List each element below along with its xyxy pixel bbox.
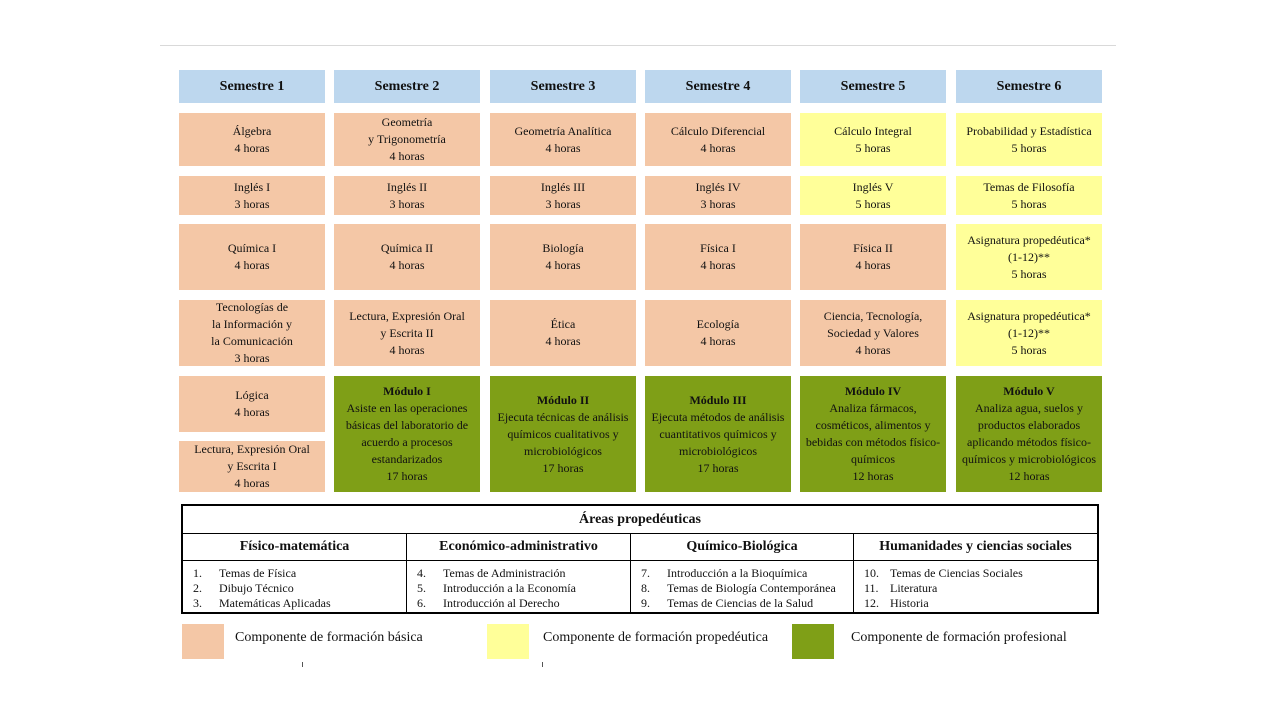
list-item: 10. Temas de Ciencias Sociales bbox=[864, 566, 1023, 580]
module-hours: 12 horas bbox=[852, 469, 894, 483]
area-heading: Humanidades y ciencias sociales bbox=[854, 534, 1097, 561]
list-item: 2. Dibujo Técnico bbox=[193, 581, 294, 595]
area-column bbox=[406, 534, 630, 612]
subject-title: Ciencia, Tecnología, Sociedad y Valores bbox=[823, 308, 923, 340]
module-cell bbox=[800, 376, 946, 492]
module-hours: 17 horas bbox=[542, 460, 584, 475]
areas-title: Áreas propedéuticas bbox=[183, 506, 1097, 534]
subject-cell bbox=[334, 113, 480, 166]
legend-label-profesional: Componente de formación profesional bbox=[851, 630, 1067, 645]
module-description: Analiza fármacos, cosméticos, alimentos y bebidas con métodos físico- químicos bbox=[805, 401, 941, 466]
subject-hours: 3 horas bbox=[389, 196, 425, 211]
list-item: 11. Literatura bbox=[864, 581, 938, 595]
subject-cell bbox=[956, 113, 1102, 166]
subject-title: Biología bbox=[542, 241, 584, 255]
subject-title: Inglés II bbox=[386, 179, 428, 194]
subject-cell bbox=[800, 176, 946, 215]
module-cell bbox=[645, 376, 791, 492]
module-cell bbox=[334, 376, 480, 492]
subject-hours: 4 horas bbox=[234, 140, 270, 155]
subject-cell bbox=[800, 224, 946, 290]
subject-title: Inglés V bbox=[852, 179, 894, 194]
subject-hours: 4 horas bbox=[700, 334, 736, 348]
subject-hours: 4 horas bbox=[234, 258, 270, 272]
subject-title: Inglés I bbox=[233, 179, 271, 194]
subject-title: Inglés IV bbox=[695, 179, 741, 194]
subject-cell bbox=[645, 176, 791, 215]
subject-cell bbox=[800, 300, 946, 366]
subject-hours: 5 horas bbox=[855, 196, 891, 211]
subject-hours: 4 horas bbox=[855, 342, 891, 357]
subject-cell bbox=[645, 224, 791, 290]
semester-5-header: Semestre 5 bbox=[800, 70, 946, 103]
subject-cell bbox=[956, 176, 1102, 215]
top-divider bbox=[160, 45, 1116, 46]
module-title: Módulo III bbox=[689, 392, 747, 407]
subject-hours: 4 horas bbox=[700, 258, 736, 272]
module-title: Módulo V bbox=[1003, 384, 1055, 398]
subject-hours: 4 horas bbox=[389, 342, 425, 357]
subject-hours: 5 horas bbox=[1011, 196, 1047, 211]
legend-swatch-profesional bbox=[792, 624, 834, 659]
subject-title: Física II bbox=[853, 241, 893, 255]
subject-hours: 4 horas bbox=[389, 258, 425, 272]
subject-cell bbox=[334, 224, 480, 290]
module-cell bbox=[956, 376, 1102, 492]
subject-title: Física I bbox=[700, 241, 736, 255]
tick-mark bbox=[542, 662, 543, 667]
subject-title: Química I bbox=[227, 241, 277, 255]
subject-title: Geometría y Trigonometría bbox=[368, 115, 446, 146]
subject-title: Inglés III bbox=[540, 179, 586, 194]
subject-title: Lectura, Expresión Oral y Escrita II bbox=[349, 308, 465, 340]
semester-2-header: Semestre 2 bbox=[334, 70, 480, 103]
subject-cell bbox=[179, 441, 325, 492]
subject-title: Ecología bbox=[696, 317, 740, 331]
subject-hours: 4 horas bbox=[389, 149, 425, 163]
module-description: Asiste en las operaciones básicas del laboratorio de acuerdo a procesos estandarizados bbox=[345, 401, 469, 466]
subject-hours: 5 horas bbox=[1011, 140, 1047, 155]
subject-title: Geometría Analítica bbox=[514, 123, 612, 138]
list-item: 6. Introducción al Derecho bbox=[417, 596, 560, 610]
list-item: 12. Historia bbox=[864, 596, 929, 610]
subject-cell bbox=[179, 376, 325, 432]
list-item: 7. Introducción a la Bioquímica bbox=[641, 566, 808, 580]
subject-title: Asignatura propedéutica* (1-12)** bbox=[967, 308, 1091, 340]
module-title: Módulo I bbox=[383, 384, 431, 398]
module-description: Ejecuta técnicas de análisis químicos cualitativos y microbiológicos bbox=[497, 409, 629, 458]
areas-table bbox=[181, 504, 1099, 614]
subject-cell bbox=[956, 224, 1102, 290]
semester-3-header: Semestre 3 bbox=[490, 70, 636, 103]
subject-hours: 4 horas bbox=[545, 258, 581, 272]
area-column bbox=[630, 534, 853, 612]
subject-hours: 5 horas bbox=[1011, 266, 1047, 281]
legend-swatch-propedeutica bbox=[487, 624, 529, 659]
subject-cell bbox=[800, 113, 946, 166]
subject-cell bbox=[490, 176, 636, 215]
subject-title: Tecnologías de la Información y la Comunicación bbox=[211, 300, 293, 348]
subject-hours: 4 horas bbox=[545, 334, 581, 348]
area-heading: Económico-administrativo bbox=[407, 534, 630, 561]
list-item: 4. Temas de Administración bbox=[417, 566, 566, 580]
subject-hours: 5 horas bbox=[1011, 342, 1047, 357]
subject-title: Probabilidad y Estadística bbox=[966, 123, 1092, 138]
subject-hours: 4 horas bbox=[234, 405, 270, 419]
subject-cell bbox=[645, 113, 791, 166]
subject-hours: 3 horas bbox=[234, 196, 270, 211]
list-item: 1. Temas de Física bbox=[193, 566, 297, 580]
module-title: Módulo IV bbox=[844, 384, 902, 398]
subject-cell bbox=[956, 300, 1102, 366]
legend-label-propedeutica: Componente de formación propedéutica bbox=[543, 630, 769, 645]
subject-hours: 5 horas bbox=[855, 140, 891, 155]
subject-title: Cálculo Integral bbox=[834, 123, 912, 138]
subject-title: Ética bbox=[550, 317, 576, 331]
subject-title: Lectura, Expresión Oral y Escrita I bbox=[194, 442, 310, 473]
list-item: 9. Temas de Ciencias de la Salud bbox=[641, 596, 814, 610]
subject-title: Cálculo Diferencial bbox=[670, 123, 766, 138]
area-heading: Químico-Biológica bbox=[631, 534, 853, 561]
legend-swatch-basica bbox=[182, 624, 224, 659]
list-item: 3. Matemáticas Aplicadas bbox=[193, 596, 331, 610]
subject-cell bbox=[334, 176, 480, 215]
module-hours: 12 horas bbox=[1008, 469, 1050, 483]
subject-hours: 4 horas bbox=[545, 140, 581, 155]
subject-title: Lógica bbox=[235, 388, 269, 402]
subject-title: Asignatura propedéutica* (1-12)** bbox=[967, 232, 1091, 264]
subject-hours: 3 horas bbox=[234, 351, 270, 365]
tick-mark bbox=[302, 662, 303, 667]
subject-hours: 3 horas bbox=[700, 196, 736, 211]
subject-title: Álgebra bbox=[232, 123, 272, 138]
list-item: 5. Introducción a la Economía bbox=[417, 581, 576, 595]
subject-cell bbox=[334, 300, 480, 366]
legend-label-basica: Componente de formación básica bbox=[235, 630, 423, 645]
subject-hours: 4 horas bbox=[855, 258, 891, 272]
subject-hours: 4 horas bbox=[234, 476, 270, 490]
subject-cell bbox=[179, 176, 325, 215]
area-heading: Físico-matemática bbox=[183, 534, 406, 561]
subject-cell bbox=[490, 224, 636, 290]
area-column bbox=[853, 534, 1097, 612]
subject-cell bbox=[490, 300, 636, 366]
subject-hours: 4 horas bbox=[700, 140, 736, 155]
semester-4-header: Semestre 4 bbox=[645, 70, 791, 103]
subject-hours: 3 horas bbox=[545, 196, 581, 211]
subject-title: Química II bbox=[380, 241, 434, 255]
semester-1-header: Semestre 1 bbox=[179, 70, 325, 103]
list-item: 8. Temas de Biología Contemporánea bbox=[641, 581, 836, 595]
module-hours: 17 horas bbox=[697, 460, 739, 475]
module-hours: 17 horas bbox=[386, 469, 428, 483]
module-description: Ejecuta métodos de análisis cuantitativos químicos y microbiológicos bbox=[651, 409, 785, 458]
module-description: Analiza agua, suelos y productos elaborados aplicando métodos físico- químicos y microbiológicos bbox=[962, 401, 1096, 466]
subject-cell bbox=[179, 224, 325, 290]
area-column bbox=[183, 534, 406, 612]
module-cell bbox=[490, 376, 636, 492]
subject-cell bbox=[490, 113, 636, 166]
module-title: Módulo II bbox=[536, 392, 590, 407]
semester-6-header: Semestre 6 bbox=[956, 70, 1102, 103]
subject-title: Temas de Filosofía bbox=[983, 179, 1075, 194]
subject-cell bbox=[645, 300, 791, 366]
subject-cell bbox=[179, 113, 325, 166]
subject-cell bbox=[179, 300, 325, 366]
